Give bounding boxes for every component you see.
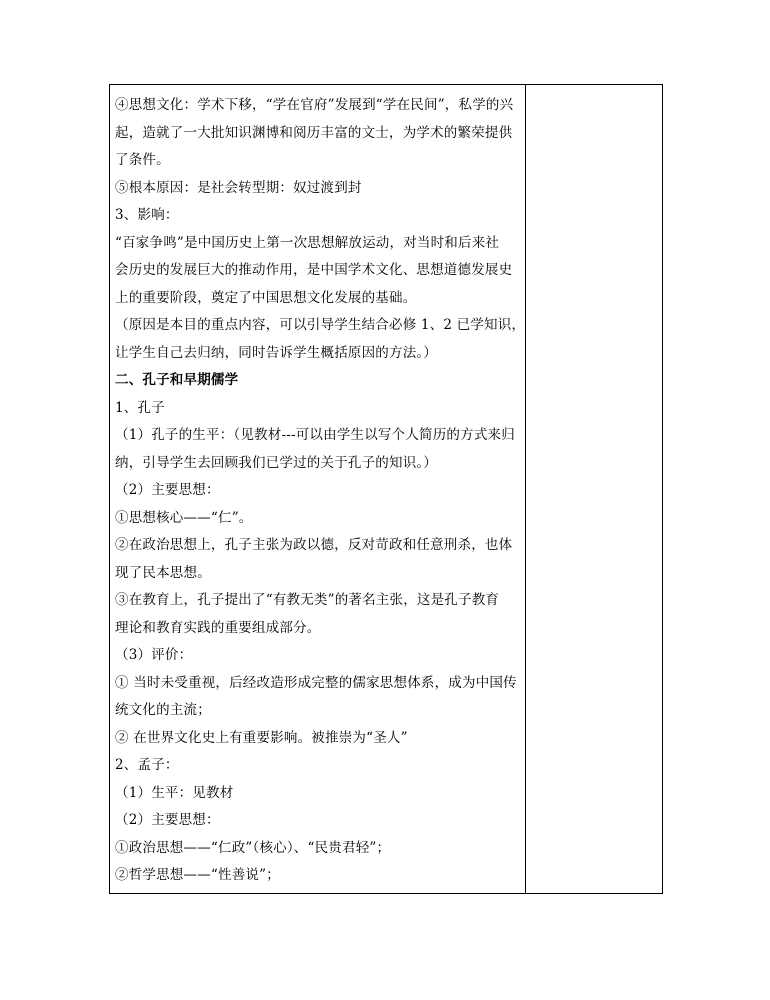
text-line: 了条件。 xyxy=(115,152,170,168)
text-line: 让学生自己去归纳，同时告诉学生概括原因的方法。） xyxy=(115,344,438,361)
text-line: 2、孟子： xyxy=(115,757,179,773)
text-line: “百家争鸣”是中国历史上第一次思想解放运动，对当时和后来社 xyxy=(115,234,500,251)
text-line: ③在教育上，孔子提出了“有教无类”的著名主张，这是孔子教育 xyxy=(115,592,500,608)
table-column-divider xyxy=(525,84,526,894)
text-line: ②哲学思想——“性善说”； xyxy=(115,867,280,883)
text-line: ⑤根本原因：是社会转型期：奴过渡到封 xyxy=(115,179,362,196)
text-line: ① 当时未受重视，后经改造形成完整的儒家思想体系，成为中国传 xyxy=(115,674,517,691)
text-line: ①思想核心——“仁”。 xyxy=(115,509,253,526)
text-line: 3、影响： xyxy=(115,207,179,223)
text-line: ①政治思想——“仁政”（核心）、“民贵君轻”； xyxy=(115,839,391,856)
text-line: 上的重要阶段，奠定了中国思想文化发展的基础。 xyxy=(115,289,417,306)
text-line: 理论和教育实践的重要组成部分。 xyxy=(115,619,321,636)
text-line: 会历史的发展巨大的推动作用，是中国学术文化、思想道德发展史 xyxy=(115,262,513,278)
text-line: （1）生平：见教材 xyxy=(115,784,234,801)
text-line: ②在政治思想上，孔子主张为政以德，反对苛政和任意刑杀，也体 xyxy=(115,537,513,553)
text-line: （2）主要思想： xyxy=(115,812,220,828)
text-line: 统文化的主流； xyxy=(115,702,211,718)
text-line: （2）主要思想： xyxy=(115,482,220,498)
section-heading: 二、孔子和早期儒学 xyxy=(115,372,239,388)
text-line: （1）孔子的生平：（见教材---可以由学生以写个人简历的方式来归 xyxy=(115,427,515,443)
text-line: （3）评价： xyxy=(115,647,193,663)
text-line: ④思想文化：学术下移，“学在官府”发展到“学在民间”，私学的兴 xyxy=(115,97,514,113)
text-line: （原因是本目的重点内容，可以引导学生结合必修 1、2 已学知识， xyxy=(115,317,526,333)
text-line: 起，造就了一大批知识渊博和阅历丰富的文士，为学术的繁荣提供 xyxy=(115,124,513,141)
table-left-cell-content xyxy=(115,92,526,890)
text-line: 现了民本思想。 xyxy=(115,564,211,581)
text-line: ② 在世界文化史上有重要影响。被推崇为“圣人” xyxy=(115,729,408,746)
text-line: 1、孔子 xyxy=(115,399,165,416)
text-line: 纳，引导学生去回顾我们已学过的关于孔子的知识。） xyxy=(115,454,438,471)
